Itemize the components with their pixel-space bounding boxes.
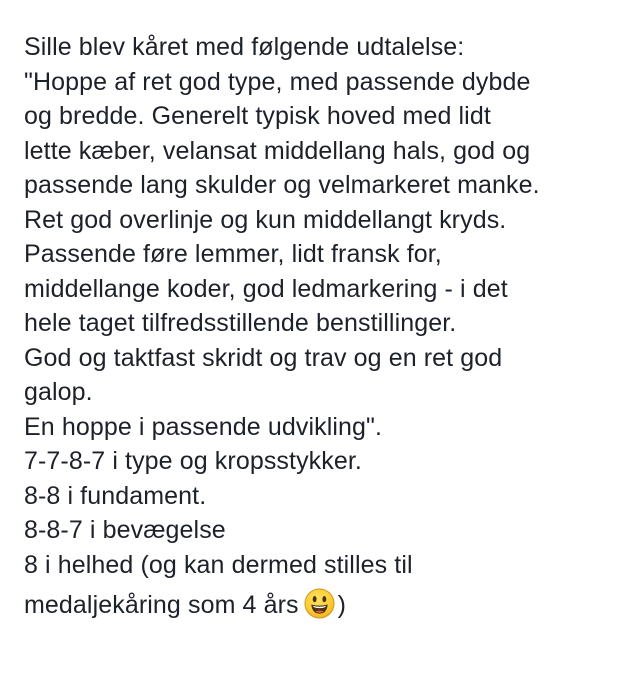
post-line: og bredde. Generelt typisk hoved med lidt — [24, 102, 491, 130]
post-line-last-close: ) — [337, 591, 347, 619]
post-line-last-text: medaljekåring som 4 års — [24, 591, 299, 619]
smiley-face-icon — [304, 588, 335, 619]
post-line: Sille blev kåret med følgende udtalelse: — [24, 33, 465, 61]
post-line-last — [24, 588, 624, 623]
post-line: passende lang skulder og velmarkeret manke. — [24, 171, 540, 199]
post-line: 7-7-8-7 i type og kropsstykker. — [24, 447, 362, 475]
post-line: 8 i helhed (og kan dermed stilles til — [24, 550, 413, 579]
post-line: 8-8 i fundament. — [24, 481, 207, 510]
post-line: middellange koder, god ledmarkering - i det — [24, 274, 508, 303]
post-line: galop. — [24, 378, 93, 406]
post-message — [24, 30, 624, 623]
post-line: Ret god overlinje og kun middellangt kryds. — [24, 205, 507, 234]
post-line: En hoppe i passende udvikling". — [24, 412, 383, 441]
post-line: 8-8-7 i bevægelse — [24, 516, 226, 544]
post-line: God og taktfast skridt og trav og en ret god — [24, 343, 503, 372]
post-line: hele taget tilfredsstillende benstillinger. — [24, 309, 457, 337]
post-line: "Hoppe af ret god type, med passende dybde — [24, 67, 531, 96]
post-line: lette kæber, velansat middellang hals, god og — [24, 136, 531, 165]
post-line: Passende føre lemmer, lidt fransk for, — [24, 240, 442, 268]
